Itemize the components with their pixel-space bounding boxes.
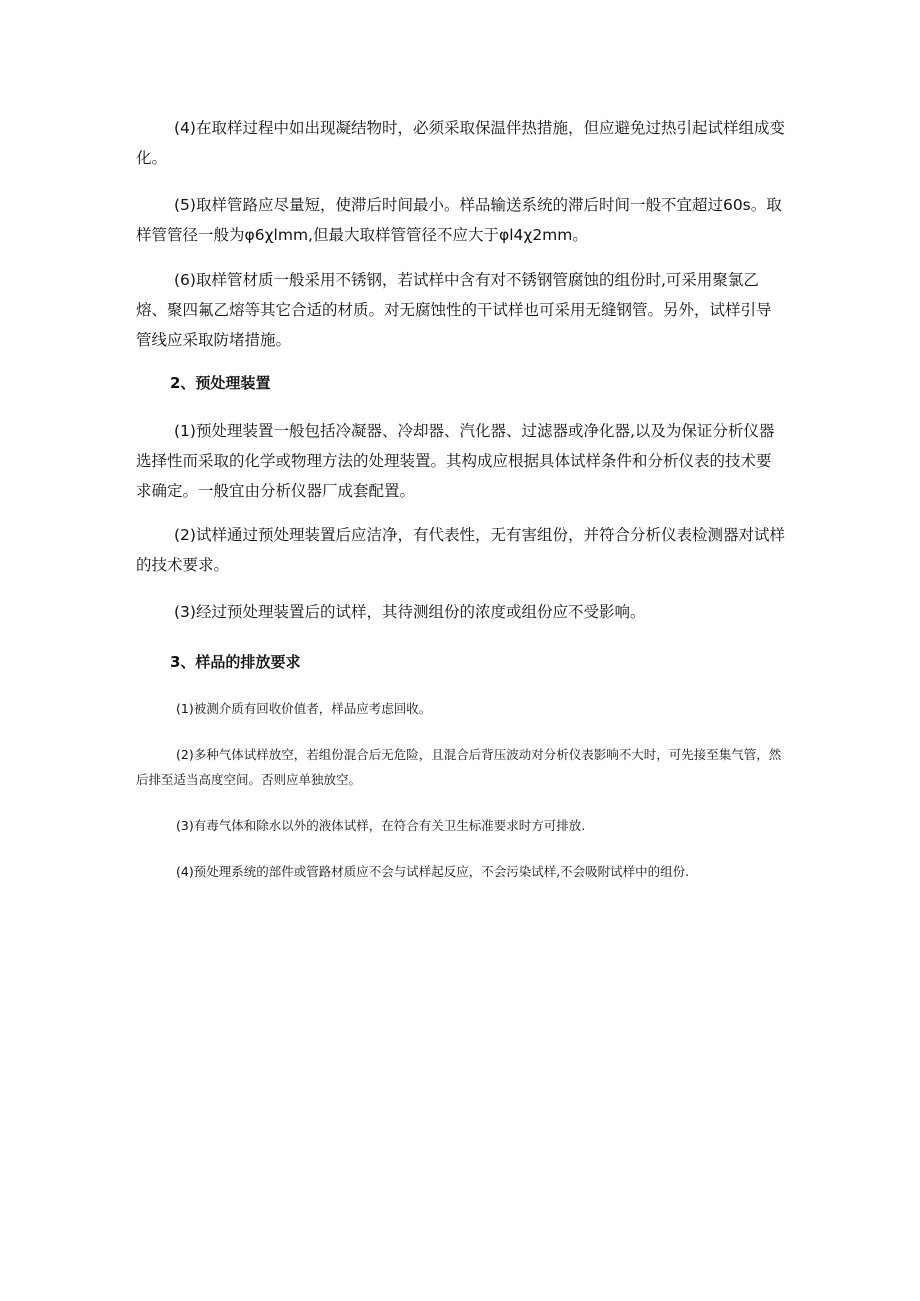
paragraph-discharge-3: (3)有毒气体和除水以外的液体试样，在符合有关卫生标准要求时方可排放. (176, 818, 586, 833)
paragraph-pretreatment-1: (1)预处理装置一般包括冷凝器、冷却器、汽化器、过滤器或净化器,以及为保证分析仪器选择性而采取的化学或物理方法的处理装置。其构成应根据具体试样条件和分析仪表的技术要求确定。一般宜由分析仪器厂成套配置。 (136, 422, 775, 500)
section-heading-pretreatment: 2、预处理装置 (170, 374, 271, 392)
paragraph-pretreatment-3: (3)经过预处理装置后的试样，其待测组份的浓度或组份应不受影响。 (174, 603, 646, 621)
paragraph-sampling-4: (4)在取样过程中如出现凝结物时，必须采取保温伴热措施，但应避免过热引起试样组成变化。 (136, 119, 785, 167)
section-heading-discharge: 3、样品的排放要求 (170, 653, 301, 671)
paragraph-discharge-4: (4)预处理系统的部件或管路材质应不会与试样起反应，不会污染试样,不会吸附试样中的组份. (176, 864, 690, 879)
paragraph-discharge-1: (1)被测介质有回收价值者，样品应考虑回收。 (176, 701, 432, 716)
paragraph-pretreatment-2: (2)试样通过预处理装置后应洁净，有代表性，无有害组份，并符合分析仪表检测器对试样的技术要求。 (136, 526, 785, 574)
paragraph-sampling-6: (6)取样管材质一般采用不锈钢，若试样中含有对不锈钢管腐蚀的组份时,可采用聚氯乙熔、聚四氟乙熔等其它合适的材质。对无腐蚀性的干试样也可采用无缝钢管。另外，试样引导管线应采取防堵措施。 (136, 271, 772, 349)
paragraph-sampling-5: (5)取样管路应尽量短，使滞后时间最小。样品输送系统的滞后时间一般不宜超过60s。取样管管径一般为φ6χlmm,但最大取样管管径不应大于φl4χ2mm。 (136, 196, 782, 244)
paragraph-discharge-2: (2)多种气体试样放空，若组份混合后无危险，且混合后背压波动对分析仪表影响不大时，可先接至集气管，然后排至适当高度空间。否则应单独放空。 (136, 747, 782, 787)
